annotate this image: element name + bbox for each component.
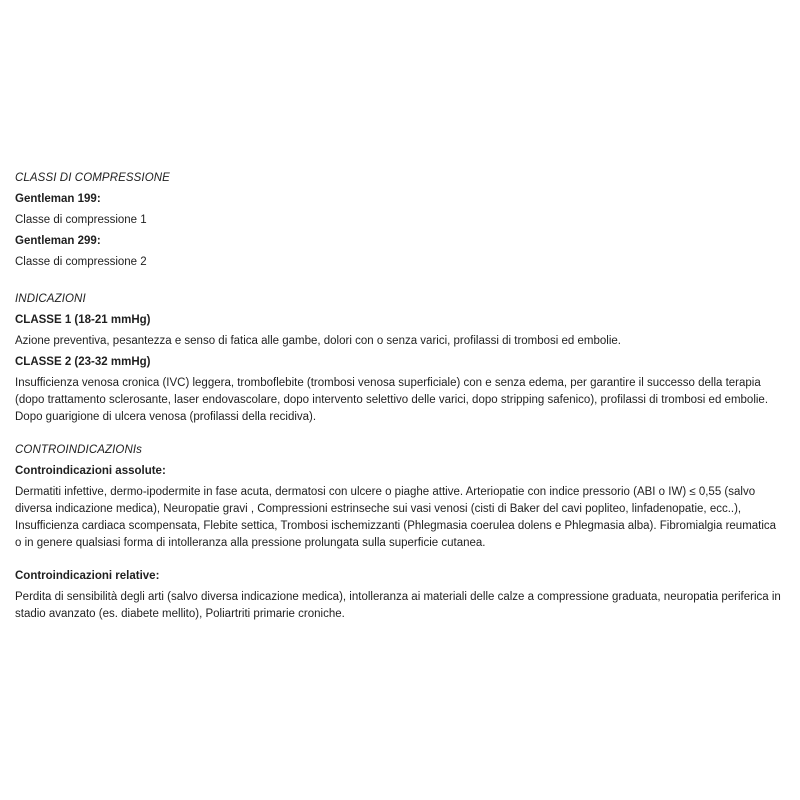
subheading-classe-1-pressione: CLASSE 1 (18-21 mmHg) — [15, 314, 151, 326]
product-subheading-gentleman-299: Gentleman 299: — [15, 235, 101, 247]
paragraph-indicazioni-classe-2: Insufficienza venosa cronica (IVC) leggera, tromboflebite (trombosi venosa superficiale) con e senza edema, per garantire il successo della terapia (dopo trattamento sclerosante, laser endovascolare, dopo intervento selettivo delle varici, dopo stripping safenico), profilassi di trombosi ed embolie. Dopo guarigione di ulcera venosa (profilassi della recidiva). — [15, 377, 769, 423]
subheading-controindicazioni-assolute: Controindicazioni assolute: — [15, 465, 166, 477]
product-subheading-gentleman-199: Gentleman 199: — [15, 193, 101, 205]
section-indicazioni — [15, 291, 785, 426]
paragraph-classe-1: Classe di compressione 1 — [15, 214, 147, 226]
section-controindicazioni — [15, 442, 785, 623]
section-heading-controindicazioni: CONTROINDICAZIONIs — [15, 444, 143, 456]
paragraph-controindicazioni-assolute: Dermatiti infettive, dermo-ipodermite in fase acuta, dermatosi con ulcere o piaghe attive. Arteriopatie con indice pressorio (ABI o IW) ≤ 0,55 (salvo diversa indicazione medica), Neuropatie gravi , Compressioni estrinseche sui vasi venosi (cisti di Baker del cavi popliteo, linfadenopatie, ecc..), Insufficienza cardiaca scompensata, Flebite settica, Trombosi ischemizzanti (Phlegmasia coerulea dolens e Phlegmasia alba). Fibromialgia reumatica o in genere qualsiasi forma di intolleranza alla pressione prolungata sulla superficie cutanea. — [15, 486, 777, 549]
paragraph-classe-2: Classe di compressione 2 — [15, 256, 147, 268]
section-classi-di-compressione — [15, 170, 785, 271]
paragraph-controindicazioni-relative: Perdita di sensibilità degli arti (salvo diversa indicazione medica), intolleranza ai materiali delle calze a compressione graduata, neuropatia periferica in stadio avanzato (es. diabete mellito), Poliartriti primarie croniche. — [15, 591, 781, 620]
paragraph-indicazioni-classe-1: Azione preventiva, pesantezza e senso di fatica alle gambe, dolori con o senza varici, profilassi di trombosi ed embolie. — [15, 335, 621, 347]
subheading-classe-2-pressione: CLASSE 2 (23-32 mmHg) — [15, 356, 151, 368]
subheading-controindicazioni-relative: Controindicazioni relative: — [15, 570, 160, 582]
section-heading-classi: CLASSI DI COMPRESSIONE — [15, 172, 170, 184]
section-heading-indicazioni: INDICAZIONI — [15, 293, 86, 305]
